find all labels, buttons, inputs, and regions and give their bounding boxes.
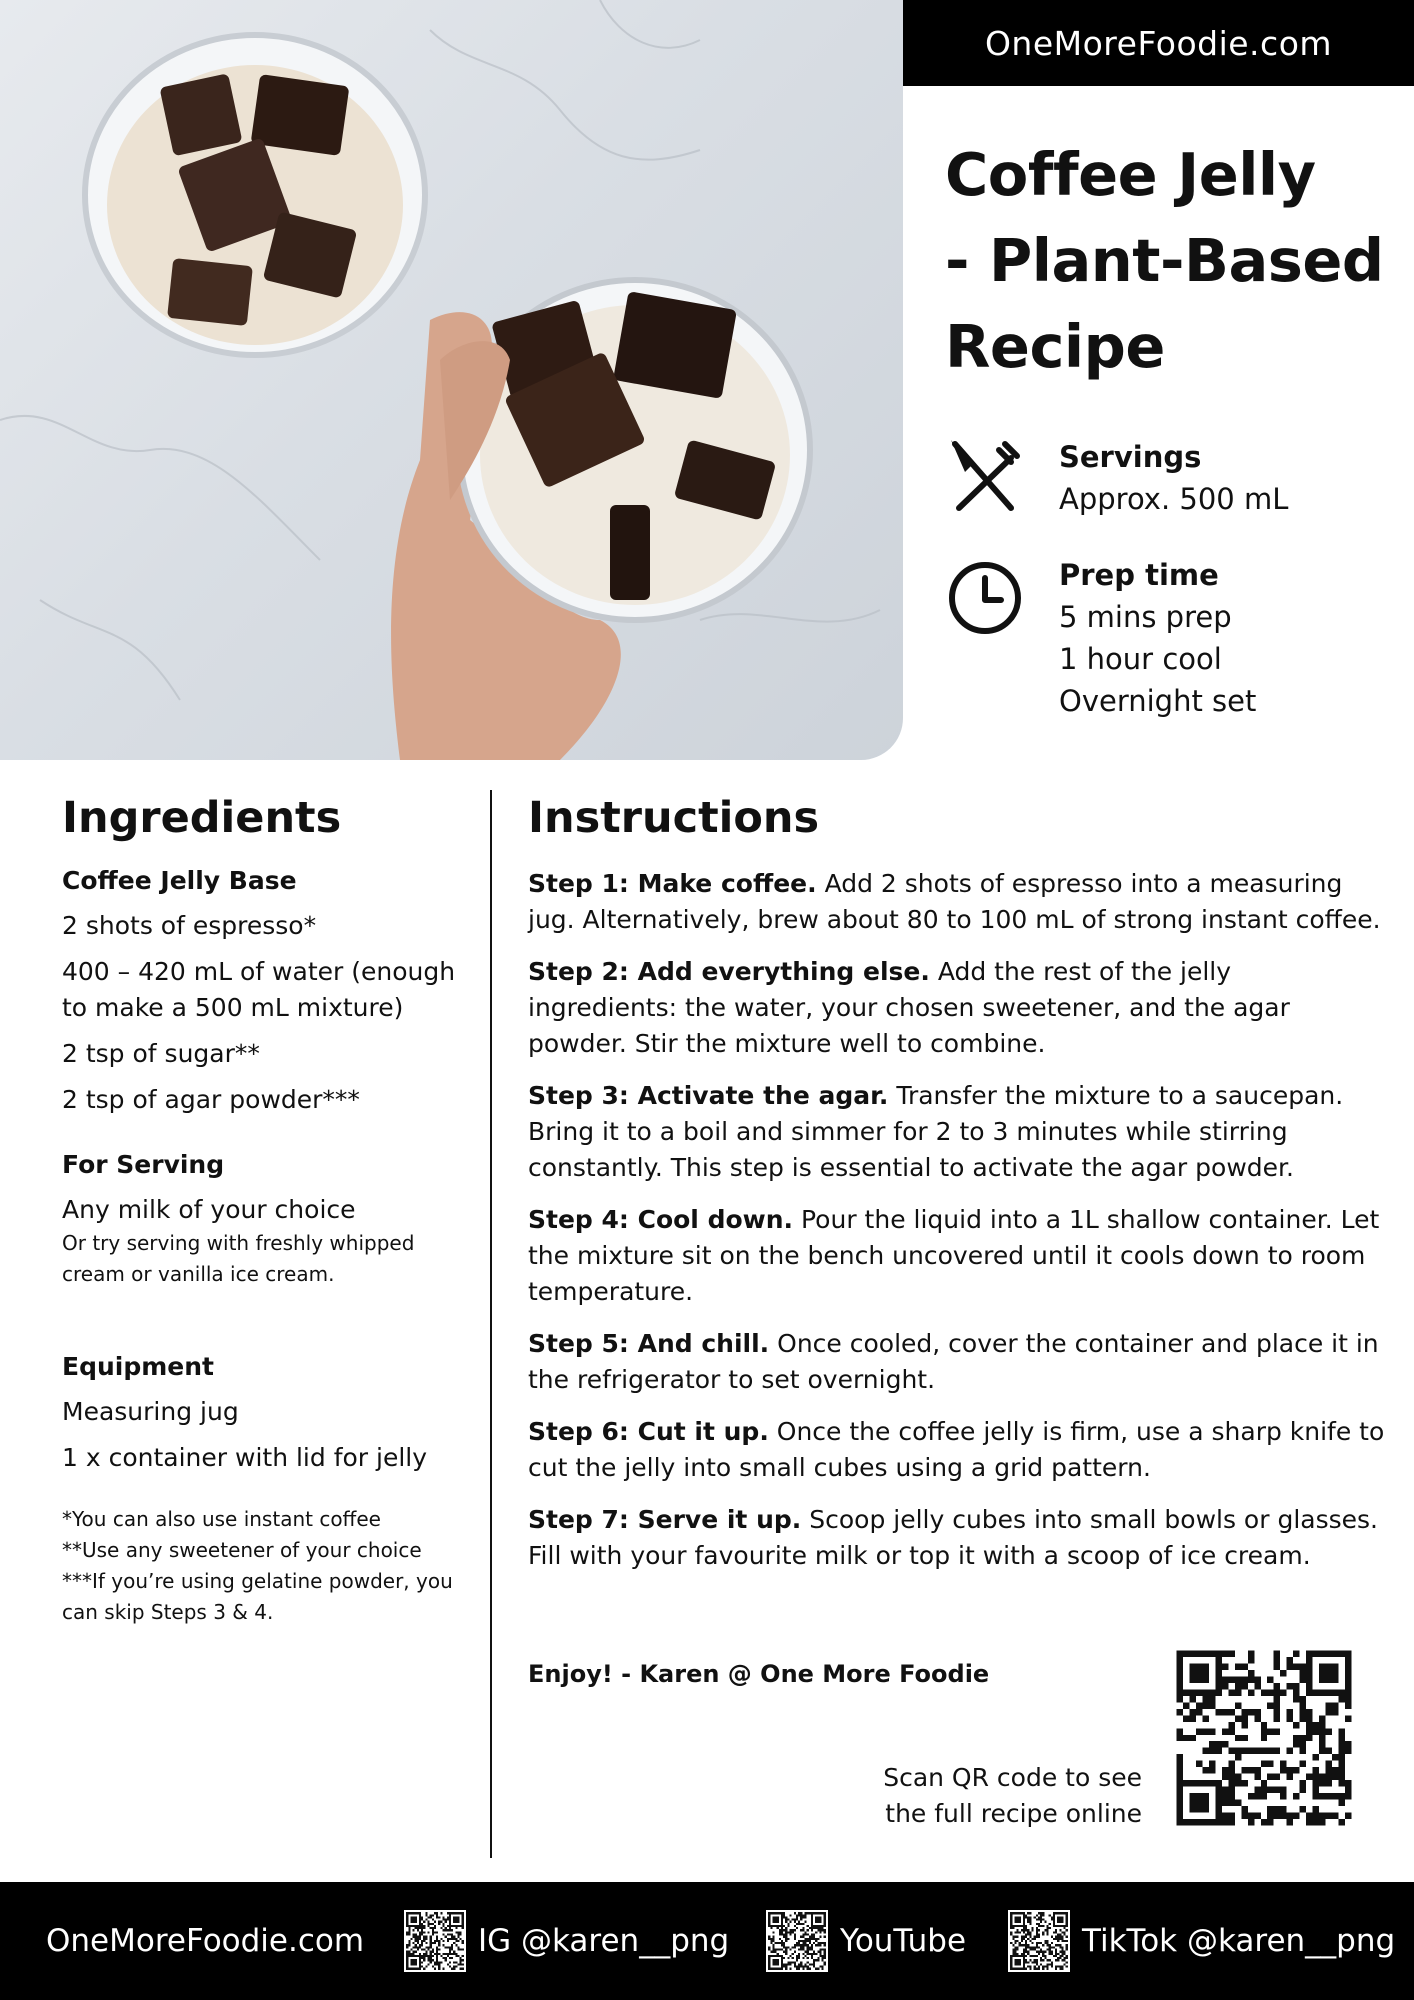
ingredient-item: 2 tsp of sugar** (62, 1039, 260, 1068)
base-title: Coffee Jelly Base (62, 866, 297, 895)
tiktok-qr-icon[interactable] (1008, 1910, 1070, 1972)
step-3 (528, 1078, 1388, 1186)
servings-info (945, 436, 1385, 536)
coffee-jelly-illustration (0, 0, 903, 760)
serving-title: For Serving (62, 1150, 225, 1179)
step-text: Add the rest of the jelly ingredients: the water, your chosen sweetener, and the agar powder. Stir the mixture well to combine. (528, 957, 1290, 1058)
step-label: Step 7: Serve it up. (528, 1505, 802, 1534)
site-name-header[interactable]: OneMoreFoodie.com (903, 0, 1414, 86)
footnote: ***If you’re using gelatine powder, you can skip Steps 3 & 4. (62, 1569, 453, 1624)
footer-youtube[interactable] (766, 1882, 966, 2000)
instructions-heading: Instructions (528, 793, 820, 843)
serving-note: Or try serving with freshly whipped cream or vanilla ice cream. (62, 1231, 415, 1286)
servings-label: Servings (1059, 440, 1202, 474)
signoff: Enjoy! - Karen @ One More Foodie (528, 1660, 990, 1688)
step-label: Step 5: And chill. (528, 1329, 770, 1358)
ingredient-item: 2 shots of espresso* (62, 911, 317, 940)
column-divider (490, 790, 492, 1858)
title-line: Recipe (945, 312, 1165, 381)
scan-line: the full recipe online (885, 1799, 1142, 1828)
prep-line: Overnight set (1059, 684, 1257, 718)
step-6 (528, 1414, 1388, 1486)
step-1 (528, 866, 1388, 938)
step-label: Step 6: Cut it up. (528, 1417, 769, 1446)
step-7 (528, 1502, 1388, 1574)
footer-site-link[interactable]: OneMoreFoodie.com (46, 1923, 365, 1959)
title-line: Coffee Jelly (945, 140, 1316, 209)
footer (0, 1882, 1414, 2000)
ingredient-item: 2 tsp of agar powder*** (62, 1085, 360, 1114)
instagram-qr-icon[interactable] (404, 1910, 466, 1972)
step-text: Once the coffee jelly is firm, use a sharp knife to cut the jelly into small cubes using a grid pattern. (528, 1417, 1385, 1482)
step-text: Scoop jelly cubes into small bowls or glasses. Fill with your favourite milk or top it with a scoop of ice cream. (528, 1505, 1378, 1570)
hero-photo (0, 0, 903, 760)
instructions-section (528, 790, 1388, 1574)
step-text: Once cooled, cover the container and place it in the refrigerator to set overnight. (528, 1329, 1379, 1394)
footnote: **Use any sweetener of your choice (62, 1538, 422, 1562)
prep-line: 1 hour cool (1059, 642, 1222, 676)
equipment-title: Equipment (62, 1352, 214, 1381)
step-5 (528, 1326, 1388, 1398)
ingredients-section (62, 790, 482, 1628)
equipment-item: 1 x container with lid for jelly (62, 1443, 428, 1472)
title-line: - Plant-Based (945, 226, 1384, 295)
ingredient-item: 400 – 420 mL of water (enough to make a 500 mL mixture) (62, 957, 456, 1022)
step-label: Step 2: Add everything else. (528, 957, 930, 986)
equipment-item: Measuring jug (62, 1397, 239, 1426)
step-label: Step 4: Cool down. (528, 1205, 794, 1234)
prep-line: 5 mins prep (1059, 600, 1232, 634)
step-text: Transfer the mixture to a saucepan. Bring it to a boil and simmer for 2 to 3 minutes while stirring constantly. This step is essential to activate the agar powder. (528, 1081, 1344, 1182)
footnotes (62, 1504, 482, 1628)
serving-item: Any milk of your choice (62, 1195, 356, 1224)
scan-line: Scan QR code to see (883, 1763, 1142, 1792)
prep-time-info (945, 554, 1385, 724)
footer-instagram[interactable] (404, 1882, 729, 2000)
tiktok-handle[interactable]: TikTok @karen__png (1082, 1923, 1396, 1959)
step-2 (528, 954, 1388, 1062)
step-text: Add 2 shots of espresso into a measuring jug. Alternatively, brew about 80 to 100 mL of strong instant coffee. (528, 869, 1381, 934)
step-4 (528, 1202, 1388, 1310)
youtube-qr-icon[interactable] (766, 1910, 828, 1972)
prep-label: Prep time (1059, 558, 1219, 592)
utensils-icon (945, 436, 1025, 516)
step-label: Step 1: Make coffee. (528, 869, 817, 898)
footer-tiktok[interactable] (1008, 1882, 1395, 2000)
servings-value: Approx. 500 mL (1059, 482, 1289, 516)
ingredients-heading: Ingredients (62, 793, 342, 843)
youtube-label[interactable]: YouTube (840, 1923, 967, 1959)
step-text: Pour the liquid into a 1L shallow container. Let the mixture sit on the bench uncovered until it cools down to room temperature. (528, 1205, 1380, 1306)
scan-qr-caption (780, 1760, 1142, 1832)
footnote: *You can also use instant coffee (62, 1507, 381, 1531)
recipe-qr-code-icon[interactable] (1170, 1644, 1358, 1832)
step-label: Step 3: Activate the agar. (528, 1081, 889, 1110)
instagram-handle[interactable]: IG @karen__png (478, 1923, 730, 1959)
recipe-title (945, 132, 1385, 390)
clock-icon (945, 554, 1025, 634)
